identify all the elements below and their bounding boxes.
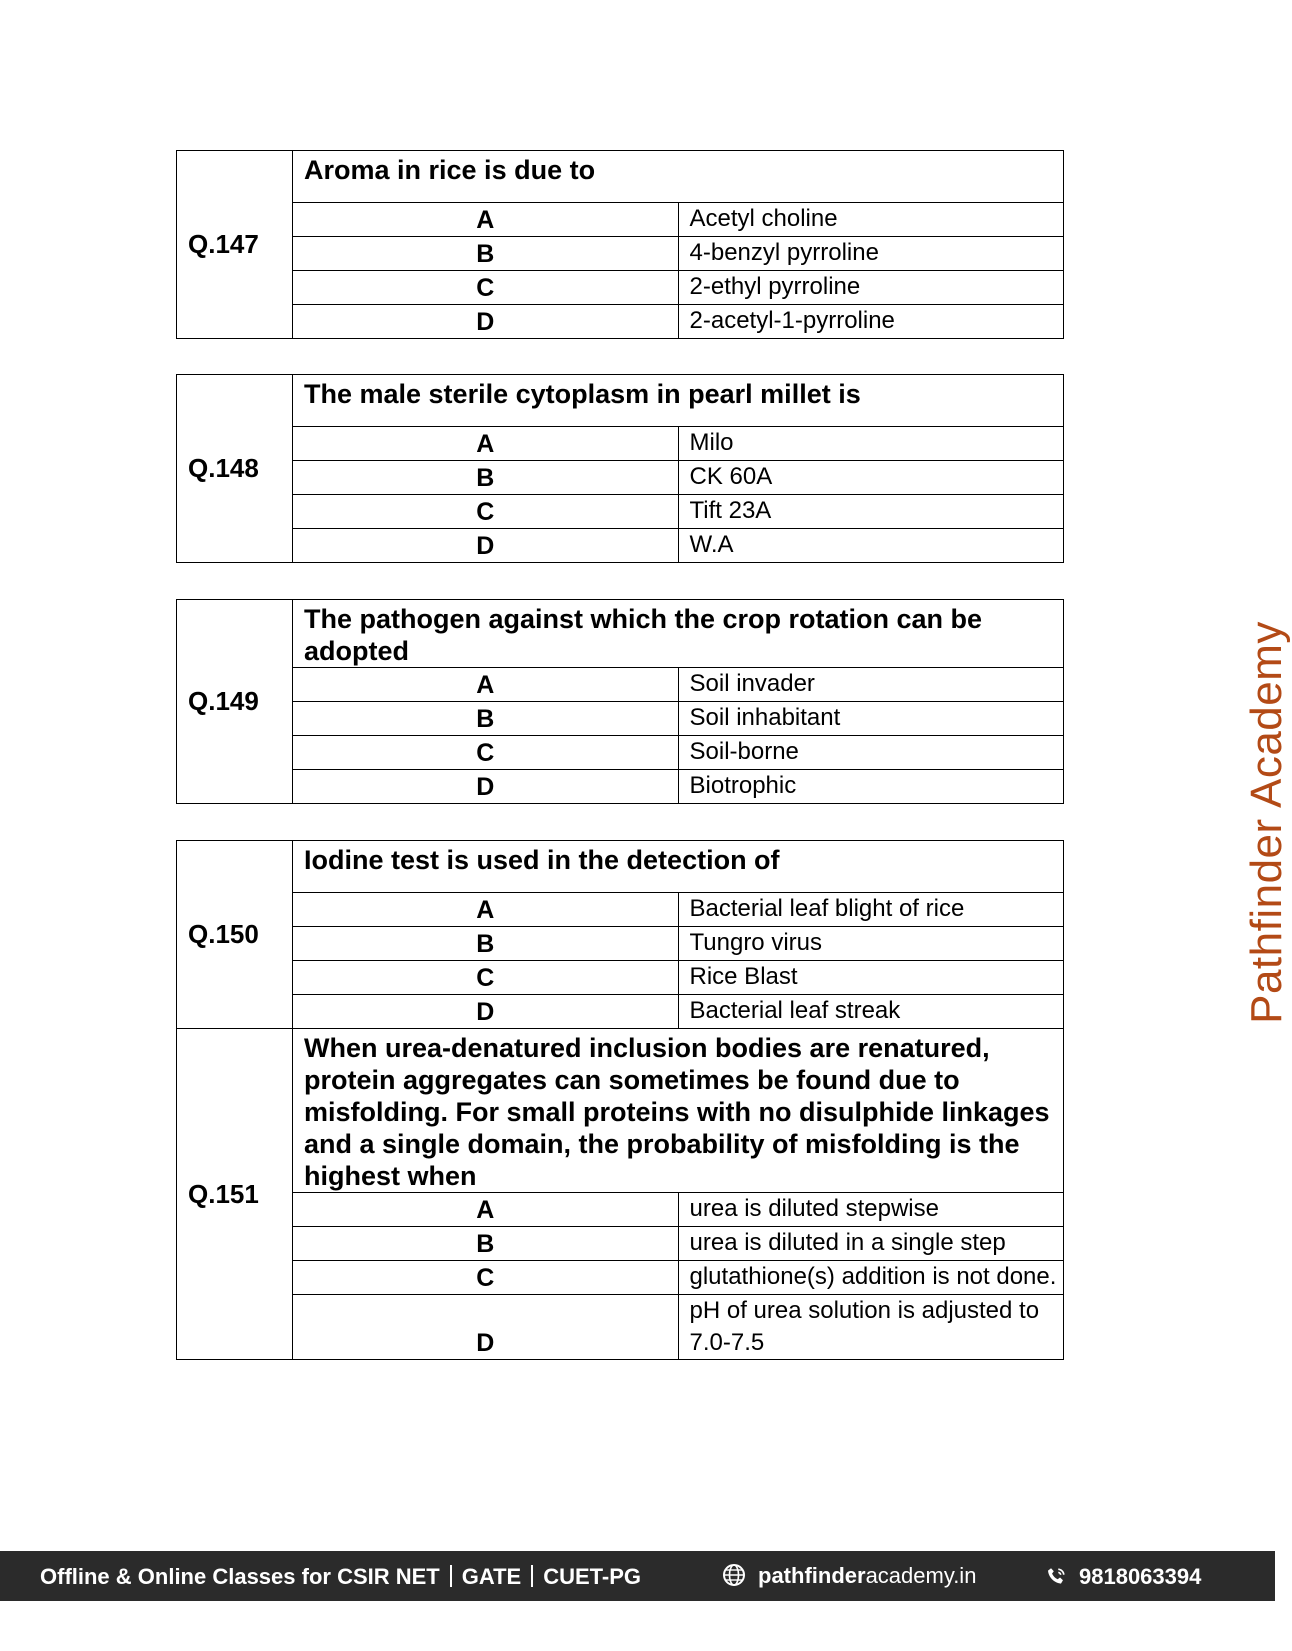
question-number: Q.149: [177, 600, 293, 804]
option-text: Bacterial leaf streak: [678, 995, 1064, 1029]
question-number: Q.148: [177, 375, 293, 563]
question-number: Q.147: [177, 151, 293, 339]
option-row: [177, 736, 1064, 770]
option-row: [177, 1261, 1064, 1295]
option-letter: B: [293, 1227, 679, 1261]
question-stem: The pathogen against which the crop rotation can be adopted: [293, 600, 1064, 668]
option-letter: C: [293, 736, 679, 770]
option-text: Tift 23A: [678, 495, 1064, 529]
option-letter: A: [293, 893, 679, 927]
phone-number: 9818063394: [1079, 1564, 1202, 1589]
option-text: Rice Blast: [678, 961, 1064, 995]
option-row: [177, 995, 1064, 1029]
globe-icon: [722, 1563, 746, 1587]
option-letter: A: [293, 427, 679, 461]
question-stem: Aroma in rice is due to: [293, 151, 1064, 203]
option-row: [177, 271, 1064, 305]
site-name-bold: pathfinder: [758, 1563, 866, 1588]
option-row: [177, 203, 1064, 237]
footer-website[interactable]: [722, 1563, 976, 1589]
option-text: pH of urea solution is adjusted to 7.0-7.5: [678, 1295, 1064, 1360]
option-letter: A: [293, 668, 679, 702]
footer-phone[interactable]: [1045, 1564, 1201, 1590]
option-text: Milo: [678, 427, 1064, 461]
option-row: [177, 927, 1064, 961]
option-row: [177, 668, 1064, 702]
question-150-151: [176, 840, 1064, 1360]
phone-icon: [1045, 1566, 1067, 1588]
option-row: [177, 529, 1064, 563]
option-row: [177, 1227, 1064, 1261]
option-row: [177, 305, 1064, 339]
option-letter: D: [293, 995, 679, 1029]
option-text: glutathione(s) addition is not done.: [678, 1261, 1064, 1295]
option-letter: D: [293, 305, 679, 339]
option-letter: D: [293, 1295, 679, 1360]
question-stem: When urea-denatured inclusion bodies are renatured, protein aggregates can sometimes be found due to misfolding. For small proteins with no disulphide linkages and a single domain, the probability of misfolding is the highest when: [293, 1029, 1064, 1193]
divider: [450, 1565, 452, 1587]
option-row: [177, 1295, 1064, 1360]
footer-courses: [40, 1564, 641, 1590]
site-name-light: academy.in: [865, 1563, 977, 1588]
option-text: Acetyl choline: [678, 203, 1064, 237]
footer-bar: [0, 1551, 1275, 1601]
option-letter: B: [293, 702, 679, 736]
option-row: [177, 427, 1064, 461]
option-text: Tungro virus: [678, 927, 1064, 961]
option-letter: D: [293, 770, 679, 804]
option-text: CK 60A: [678, 461, 1064, 495]
watermark: Pathfinder Academy: [1242, 621, 1291, 1024]
question-number: Q.151: [177, 1029, 293, 1360]
option-text: 2-ethyl pyrroline: [678, 271, 1064, 305]
footer-course-gate: GATE: [461, 1564, 522, 1589]
option-text: Soil inhabitant: [678, 702, 1064, 736]
divider: [531, 1565, 533, 1587]
option-letter: B: [293, 237, 679, 271]
option-letter: C: [293, 495, 679, 529]
option-row: [177, 893, 1064, 927]
footer-course-cuet: CUET-PG: [543, 1564, 642, 1589]
option-row: [177, 495, 1064, 529]
question-stem: The male sterile cytoplasm in pearl millet is: [293, 375, 1064, 427]
option-text: 2-acetyl-1-pyrroline: [678, 305, 1064, 339]
option-text: Soil-borne: [678, 736, 1064, 770]
option-letter: C: [293, 1261, 679, 1295]
option-letter: A: [293, 203, 679, 237]
footer-course-csir: Offline & Online Classes for CSIR NET: [40, 1564, 440, 1589]
question-147: [176, 150, 1064, 339]
question-number: Q.150: [177, 841, 293, 1029]
option-text: Soil invader: [678, 668, 1064, 702]
option-text: Biotrophic: [678, 770, 1064, 804]
option-letter: D: [293, 529, 679, 563]
option-letter: C: [293, 271, 679, 305]
question-149: [176, 599, 1064, 804]
option-letter: C: [293, 961, 679, 995]
option-text: 4-benzyl pyrroline: [678, 237, 1064, 271]
option-text: W.A: [678, 529, 1064, 563]
option-row: [177, 702, 1064, 736]
option-text: urea is diluted in a single step: [678, 1227, 1064, 1261]
option-letter: A: [293, 1193, 679, 1227]
option-row: [177, 237, 1064, 271]
option-row: [177, 961, 1064, 995]
option-letter: B: [293, 927, 679, 961]
option-row: [177, 770, 1064, 804]
question-148: [176, 374, 1064, 563]
question-stem: Iodine test is used in the detection of: [293, 841, 1064, 893]
option-row: [177, 1193, 1064, 1227]
option-text: urea is diluted stepwise: [678, 1193, 1064, 1227]
option-row: [177, 461, 1064, 495]
option-letter: B: [293, 461, 679, 495]
option-text: Bacterial leaf blight of rice: [678, 893, 1064, 927]
